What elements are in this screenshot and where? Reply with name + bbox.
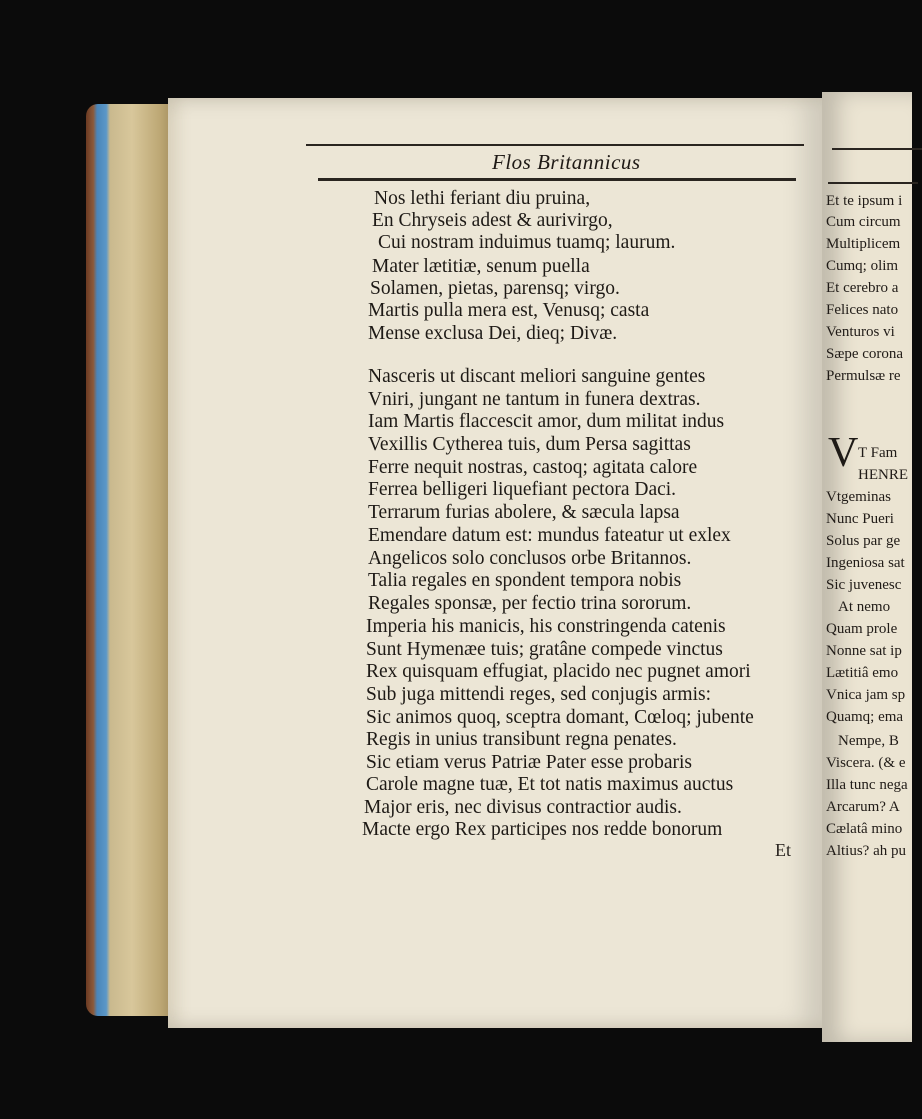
drop-capital: V	[828, 430, 859, 476]
facing-line: Altius? ah pu	[826, 843, 906, 859]
facing-line: Permulsæ re	[826, 368, 901, 384]
facing-header-rule-lower	[828, 182, 918, 184]
facing-line: Lætitiâ emo	[826, 665, 899, 681]
header-rule-bottom	[318, 178, 796, 181]
facing-line: Felices nato	[826, 302, 899, 318]
verse-line: Vniri, jungant ne tantum in funera dextras.	[368, 389, 701, 410]
verse-line: Sic etiam verus Patriæ Pater esse probaris	[366, 752, 693, 773]
facing-line: Nempe, B	[838, 733, 899, 749]
verse-line: Nasceris ut discant meliori sanguine gentes	[368, 366, 706, 387]
verse-line: Angelicos solo conclusos orbe Britannos.	[368, 548, 692, 569]
facing-line: Nunc Pueri	[826, 511, 894, 527]
facing-line: Quamq; ema	[826, 709, 904, 725]
verse-line: Mater lætitiæ, senum puella	[372, 256, 590, 277]
facing-line: Et te ipsum i	[826, 193, 903, 209]
facing-line: HENRE	[858, 467, 908, 483]
running-title: Flos Britannicus	[492, 150, 641, 174]
facing-line: At nemo	[838, 599, 891, 615]
catchword: Et	[775, 840, 791, 860]
verse-line: Vexillis Cytherea tuis, dum Persa sagittas	[368, 434, 691, 455]
facing-line: Cælatâ mino	[826, 821, 903, 837]
verse-line: Terrarum furias abolere, & sæcula lapsa	[368, 502, 680, 523]
left-page	[168, 98, 822, 1028]
facing-line: Sic juvenesc	[826, 577, 902, 593]
facing-line: Venturos vi	[826, 324, 895, 340]
facing-header-rule	[832, 148, 922, 150]
header-rule-top	[306, 144, 804, 146]
facing-line: Illa tunc nega	[826, 777, 908, 793]
verse-line: Imperia his manicis, his constringenda catenis	[366, 616, 726, 637]
verse-line: Cui nostram induimus tuamq; laurum.	[378, 232, 676, 253]
facing-line: Ingeniosa sat	[826, 555, 905, 571]
verse-line: Martis pulla mera est, Venusq; casta	[368, 300, 650, 321]
verse-line: Regales sponsæ, per fectio trina sororum.	[368, 593, 692, 614]
verse-line: Sunt Hymenæe tuis; gratâne compede vinctus	[366, 639, 723, 660]
facing-line: Solus par ge	[826, 533, 901, 549]
verse-line: Sub juga mittendi reges, sed conjugis armis:	[366, 684, 711, 705]
verse-line: Talia regales en spondent tempora nobis	[368, 570, 682, 591]
verse-line: Sic animos quoq, sceptra domant, Cœloq; jubente	[366, 707, 754, 728]
facing-line: Multiplicem	[826, 236, 901, 252]
verse-line: Iam Martis flaccescit amor, dum militat indus	[368, 411, 725, 432]
facing-line: Vtgeminas	[826, 489, 891, 505]
verse-line: En Chryseis adest & aurivirgo,	[372, 210, 613, 231]
facing-line: Arcarum? A	[826, 799, 900, 815]
facing-line: Nonne sat ip	[826, 643, 902, 659]
facing-line: T Fam	[858, 445, 898, 461]
book-fore-edge	[86, 104, 178, 1016]
verse-line: Major eris, nec divisus contractior audis.	[364, 797, 682, 818]
facing-line: Et cerebro a	[826, 280, 899, 296]
verse-line: Nos lethi feriant diu pruina,	[374, 188, 591, 209]
facing-line: Cum circum	[826, 214, 901, 230]
facing-line: Sæpe corona	[826, 346, 904, 362]
verse-line: Ferre nequit nostras, castoq; agitata calore	[368, 457, 698, 478]
verse-line: Mense exclusa Dei, dieq; Divæ.	[368, 323, 618, 344]
facing-line: Vnica jam sp	[826, 687, 906, 703]
verse-line: Regis in unius transibunt regna penates.	[366, 729, 677, 750]
facing-line: Viscera. (& e	[826, 755, 906, 771]
facing-page	[822, 92, 912, 1042]
verse-line: Carole magne tuæ, Et tot natis maximus auctus	[366, 774, 734, 795]
verse-line: Rex quisquam effugiat, placido nec pugnet amori	[366, 661, 751, 682]
verse-line: Solamen, pietas, parensq; virgo.	[370, 278, 620, 299]
facing-line: Cumq; olim	[826, 258, 899, 274]
verse-line: Emendare datum est: mundus fateatur ut exlex	[368, 525, 731, 546]
verse-line: Ferrea belligeri liquefiant pectora Daci.	[368, 479, 677, 500]
verse-line: Macte ergo Rex participes nos redde bonorum	[362, 819, 723, 840]
facing-line: Quam prole	[826, 621, 898, 637]
